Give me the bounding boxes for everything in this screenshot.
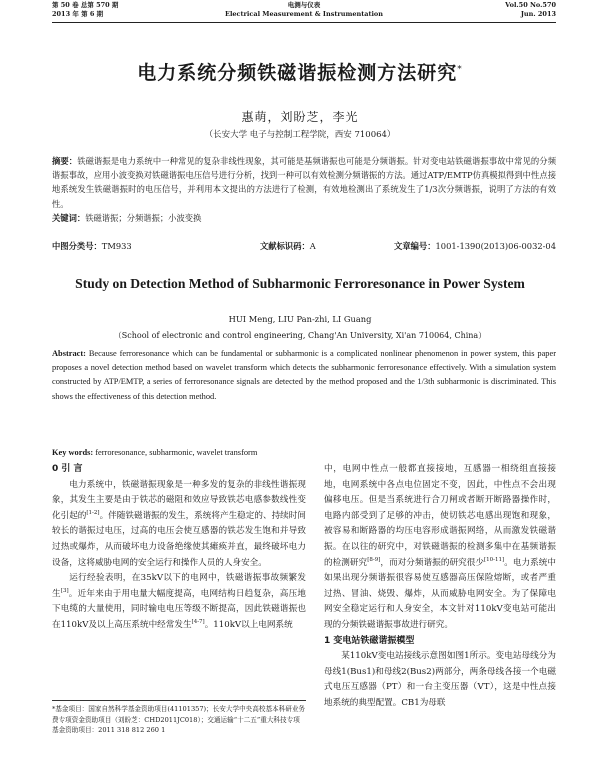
- clc-number: [52, 240, 132, 252]
- body-column-right: [324, 462, 556, 712]
- intro-paragraph-2: [52, 571, 306, 633]
- intro-p2-tail2: 。110kV以上电网系统: [204, 619, 293, 630]
- citation: [8-9]: [367, 556, 381, 563]
- classification-row: [52, 240, 556, 254]
- authors-cn: 惠萌，刘盼芝，李光: [241, 110, 359, 124]
- intro-paragraph-3: [324, 462, 556, 634]
- intro-p3-tail: ，而对分频谐振的研究很少: [380, 557, 485, 568]
- date-en-line: Jun. 2013: [520, 10, 556, 18]
- section-1-heading: 1 变电站铁磁谐振模型: [324, 635, 415, 646]
- journal-volume-en: [505, 1, 556, 19]
- section-0-heading: 0 引 言: [52, 464, 83, 474]
- document-code: [260, 240, 316, 252]
- keywords-en-text: ferroresonance, subharmonic, wavelet transform: [95, 448, 258, 457]
- volume-en-line: Vol.50 No.570: [505, 1, 556, 9]
- running-header: [52, 0, 556, 23]
- keywords-en-label: Key words:: [52, 448, 94, 457]
- citation: [4-7]: [191, 619, 205, 626]
- abstract-en-label: Abstract:: [52, 349, 86, 358]
- intro-p2-tail: 。近年来由于用电量大幅度提高，电网结构日趋复杂，高压地下电缆的大量使用，同时输电电压等级不断提高，因此铁磁谐振也在110kV及以上高压系统中经常发生: [52, 588, 306, 630]
- abstract-en-text: Because ferroresonance which can be fundamental or subharmonic is a complicated nonlinear phenomenon in power system, this paper proposes a novel detection method based on wavelet transform which detects the subharmonic ferroresonance effectively. With a simulation system constructed by ATP/EMTP, a series of ferroresonance signals are detected by the method proposed and the 1/3th subharmonic is discriminated. This shows the effectiveness of this detection method.: [52, 349, 556, 401]
- clc-value: TM933: [101, 241, 132, 251]
- abstract-cn-text: 铁磁谐振是电力系统中一种常见的复杂非线性现象，其可能是基频谐振也可能是分频谐振。针对变电站铁磁谐振事故中常见的分频谐振事故，应用小波变换对铁磁谐振电压信号进行分析，找到一种可以有效检测分频谐振的方法。通过ATP/EMTP仿真模拟得到中性点接地系统发生铁磁谐振时的电压信号，并利用本文提出的方法进行了检测，有效地检测出了系统发生了1/3次分频谐振，说明了方法的有效性。: [52, 156, 556, 209]
- intro-p1-text: 电力系统中，铁磁谐振现象是一种多发的复杂的非线性谐振现象，其发生主要是由于铁芯的磁阻和效应导致铁芯电感参数线性变化引起的: [52, 479, 306, 521]
- issue-line: 2013 年 第 6 期: [52, 10, 104, 18]
- body-column-left: [52, 462, 306, 634]
- abstract-en: [52, 347, 556, 404]
- intro-p1-tail: 。伴随铁磁谐振的发生，系统将产生稳定的、持续时间较长的谐振过电压，过高的电压会使互感器的铁芯发生饱和并导致过热或爆炸，从而破坏电力设备绝缘使其瘫痪并直，最终破坏电力设备，这将威胁电网的安全运行和操作人员的人身安全。: [52, 510, 306, 568]
- volume-line: 第 50 卷 总第 570 期: [52, 1, 119, 9]
- intro-paragraph-1: [52, 478, 306, 572]
- funding-footnote: *基金项目：国家自然科学基金资助项目(41101357)；长安大学中央高校基本科研业务费专项资金资助项目（刘盼芝：CHD2011JC018）；交通运输“十二五”重大科技专项基金资助项目：2011 318 812 260 1: [52, 700, 306, 736]
- keywords-cn-text: 铁磁谐振；分频谐振；小波变换: [85, 212, 202, 223]
- title-footnote-marker: *: [457, 64, 463, 75]
- citation: [10-11]: [484, 556, 505, 563]
- journal-name-cn: 电测与仪表: [287, 1, 321, 9]
- clc-label: 中图分类号：: [52, 241, 102, 251]
- title-cn-text: 电力系统分频铁磁谐振检测方法研究: [137, 62, 458, 84]
- abstract-cn: [52, 154, 556, 225]
- doc-code-value: A: [309, 241, 316, 251]
- article-number-value: 1001-1390(2013)06-0032-04: [435, 241, 556, 251]
- paper-title-cn: [0, 58, 600, 85]
- intro-p2-text: 运行经验表明，在35kV以下的电网中，铁磁谐振事故频繁发生: [52, 573, 306, 599]
- section-1-paragraph: 某110kV变电站接线示意图如图1所示。变电站母线分为母线1(Bus1)和母线2(Bus2)两部分，两条母线各接一个电磁式电压互感器（PT）和一台主变压器（VT），这是中性点接地系统的典型配置。CB1为母联: [324, 651, 556, 708]
- article-number-label: 文章编号：: [394, 241, 436, 251]
- keywords-en: [52, 447, 556, 459]
- intro-p3-text: 中，电网中性点一般都直接接地，互感器一相绕组直接接地，电网系统中各点电位固定不变，因此，中性点不会出现偏移电压。但是当系统进行合刀闸或者断开断路器操作时，电路内部受到了足够的冲击，使切铁芯电感出现饱和现象，被容易和断路器的均压电容形成谐振网络，从而激发铁磁谐振。在以往的研究中，对铁磁谐振的检测多集中在基频谐振的检测研究: [324, 464, 556, 568]
- authors-en: HUI Meng, LIU Pan-zhi, LI Guang: [228, 314, 372, 324]
- journal-name: [52, 1, 556, 19]
- citation: [1-2]: [86, 509, 100, 516]
- paper-title-en: Study on Detection Method of Subharmonic Ferroresonance in Power System: [75, 276, 525, 291]
- journal-name-en: Electrical Measurement & Instrumentation: [224, 10, 383, 18]
- intro-p3-tail2: 。电力系统中如果出现分频谐振很容易使互感器高压保险熔断，或者严重过热、冒油、烧毁、爆炸，从而威胁电网安全。为了保障电网安全稳定运行和人身安全，本文针对110kV变电站可能出现的分频铁磁谐振事故进行研究。: [324, 557, 556, 630]
- abstract-cn-label: 摘要：: [52, 156, 78, 166]
- keywords-cn-label: 关键词：: [52, 212, 86, 223]
- affiliation-cn: （长安大学 电子与控制工程学院，西安 710064）: [204, 130, 396, 140]
- doc-code-label: 文献标识码：: [260, 241, 310, 251]
- citation: [3]: [60, 587, 69, 594]
- article-number: [394, 240, 556, 252]
- affiliation-en: （School of electronic and control engineering, Chang'An University, Xi'an 710064, China）: [113, 331, 487, 340]
